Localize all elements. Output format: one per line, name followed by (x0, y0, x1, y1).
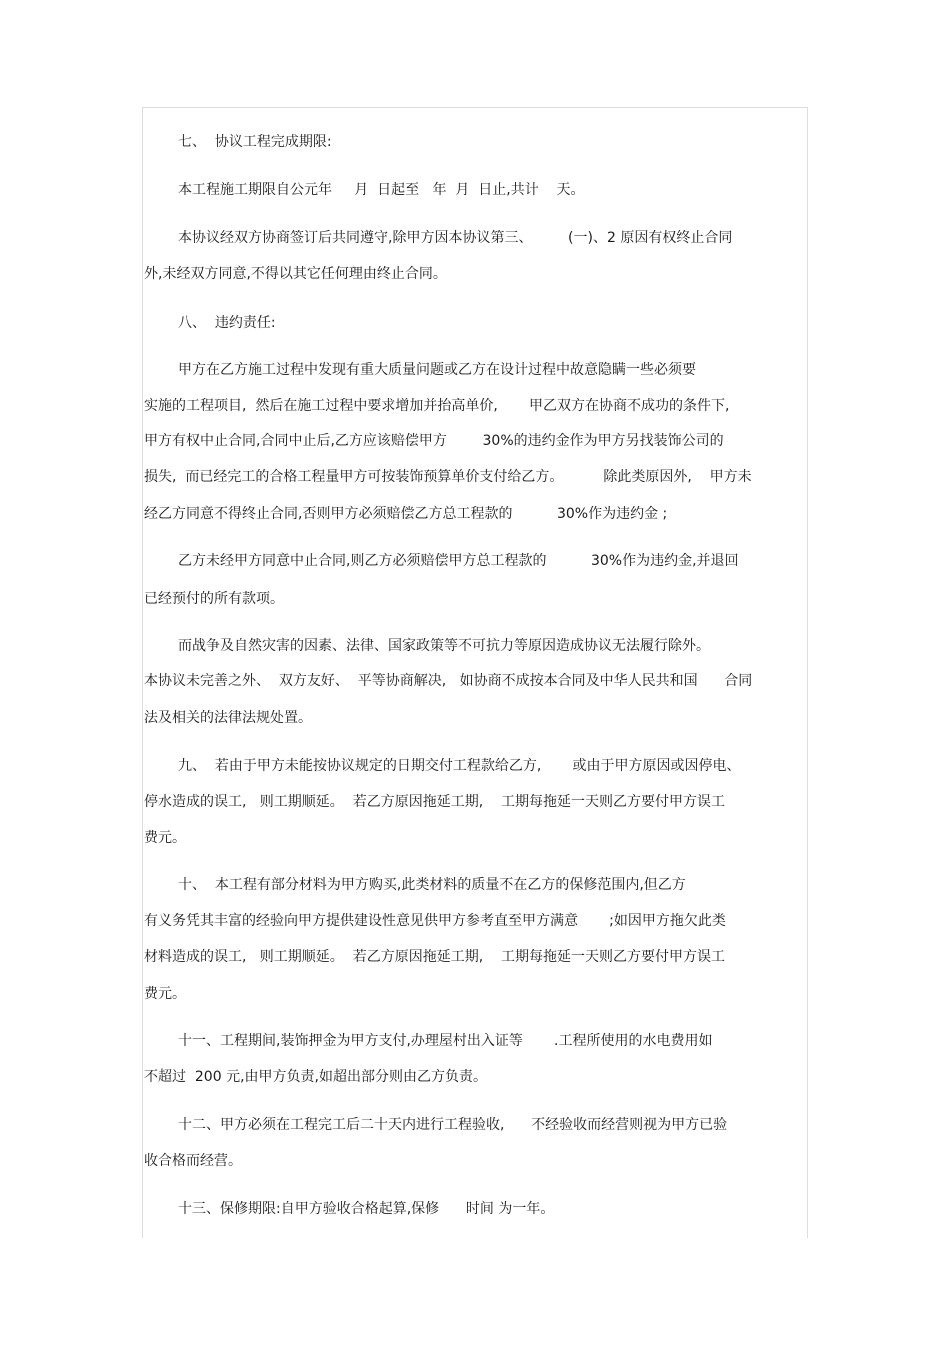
text-line: 费元。 (144, 986, 186, 1002)
section-12-heading: 十二、甲方必须在工程完工后二十天内进行工程验收, 不经验收而经营则视为甲方已验 (178, 1117, 728, 1133)
text-line: 损失, 而已经完工的合格工程量甲方可按装饰预算单价支付给乙方。 除此类原因外, 甲方未 (144, 469, 752, 485)
text-line: 本工程施工期限自公元年 月 日起至 年 月 日止,共计 天。 (178, 182, 585, 198)
text-line: 甲方有权中止合同,合同中止后,乙方应该赔偿甲方 30%的违约金作为甲方另找装饰公司的 (144, 433, 724, 449)
text-line: 甲方在乙方施工过程中发现有重大质量问题或乙方在设计过程中故意隐瞒一些必须要 (178, 362, 696, 378)
text-line: 不超过 200 元,由甲方负责,如超出部分则由乙方负责。 (144, 1069, 487, 1085)
section-7-heading: 七、 协议工程完成期限: (178, 134, 332, 150)
text-line: 材料造成的误工, 则工期顺延。 若乙方原因拖延工期, 工期每拖延一天则乙方要付甲方误工 (144, 949, 725, 965)
text-line: 收合格而经营。 (144, 1153, 242, 1169)
text-line: 而战争及自然灾害的因素、法律、国家政策等不可抗力等原因造成协议无法履行除外。 (178, 638, 710, 654)
section-13-heading: 十三、保修期限:自甲方验收合格起算,保修 时间 为一年。 (178, 1201, 555, 1217)
text-line: 外,未经双方同意,不得以其它任何理由终止合同。 (144, 266, 447, 282)
text-line: 实施的工程项目, 然后在施工过程中要求增加并抬高单价, 甲乙双方在协商不成功的条件下, (144, 398, 730, 414)
section-8-heading: 八、 违约责任: (178, 315, 276, 331)
text-line: 费元。 (144, 830, 186, 846)
section-11-heading: 十一、工程期间,装饰押金为甲方支付,办理屋村出入证等 .工程所使用的水电费用如 (178, 1033, 713, 1049)
text-line: 法及相关的法律法规处置。 (144, 710, 312, 726)
text-line: 本协议经双方协商签订后共同遵守,除甲方因本协议第三、 (一)、2 原因有权终止合同 (178, 230, 733, 246)
text-line: 停水造成的误工, 则工期顺延。 若乙方原因拖延工期, 工期每拖延一天则乙方要付甲方误工 (144, 794, 725, 810)
section-9-heading: 九、 若由于甲方未能按协议规定的日期交付工程款给乙方, 或由于甲方原因或因停电、 (178, 758, 741, 774)
text-line: 有义务凭其丰富的经验向甲方提供建设性意见供甲方参考直至甲方满意 ;如因甲方拖欠此类 (144, 913, 726, 929)
text-line: 本协议未完善之外、 双方友好、 平等协商解决, 如协商不成按本合同及中华人民共和国 合同 (144, 673, 753, 689)
text-line: 经乙方同意不得终止合同,否则甲方必须赔偿乙方总工程款的 30%作为违约金 ; (144, 506, 668, 522)
text-line: 乙方未经甲方同意中止合同,则乙方必须赔偿甲方总工程款的 30%作为违约金,并退回 (178, 553, 739, 569)
section-10-heading: 十、 本工程有部分材料为甲方购买,此类材料的质量不在乙方的保修范围内,但乙方 (178, 877, 686, 893)
text-line: 已经预付的所有款项。 (144, 591, 284, 607)
